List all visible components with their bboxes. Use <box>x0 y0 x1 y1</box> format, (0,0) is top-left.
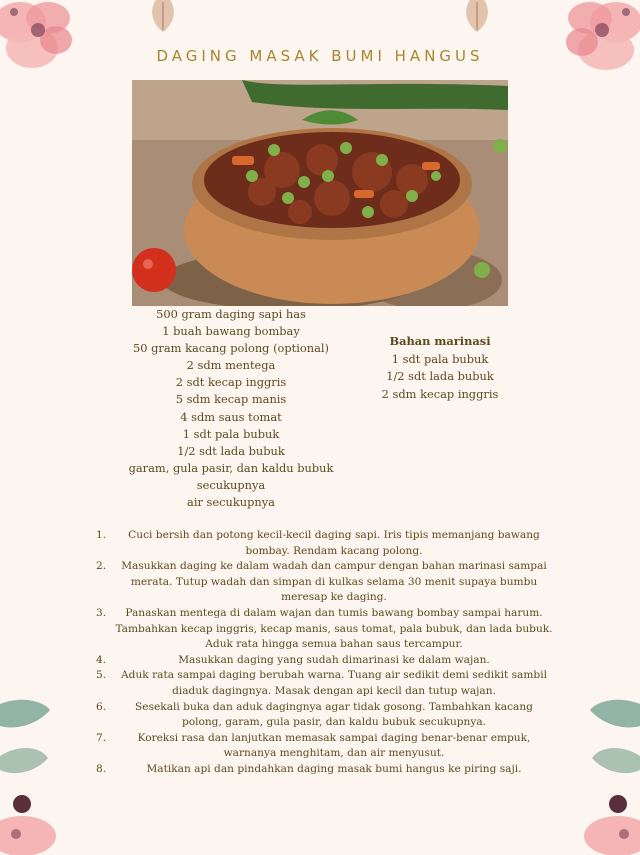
step-text: Masukkan daging ke dalam wadah dan campur dengan bahan marinasi sampai merata. Tutup wadah dan simpan di kulkas selama 30 menit supaya bumbu meresap ke daging. <box>121 560 547 604</box>
step-number: 4. <box>96 653 107 666</box>
step-number: 6. <box>96 700 107 713</box>
marinade-heading: Bahan marinasi <box>389 334 491 348</box>
step-item <box>96 668 554 699</box>
ingredient-item: 1/2 sdt lada bubuk <box>177 443 285 458</box>
step-item <box>96 528 554 559</box>
ingredient-item: 500 gram daging sapi has <box>156 307 306 321</box>
step-number: 3. <box>96 606 107 619</box>
step-text: Matikan api dan pindahkan daging masak bumi hangus ke piring saji. <box>146 762 522 775</box>
step-text: Masukkan daging yang sudah dimarinasi ke dalam wajan. <box>178 653 490 666</box>
green-leaf-flower-icon <box>0 696 56 855</box>
green-leaf-flower-icon <box>584 696 640 855</box>
step-text: Panaskan mentega di dalam wajan dan tumis bawang bombay sampai harum. Tambahkan kecap inggris, kecap manis, saus tomat, pala bubuk, dan lada bubuk. Aduk rata hingga semua bahan saus tercampur. <box>115 606 553 651</box>
ingredient-list <box>120 306 342 511</box>
ingredient-item: 1 buah bawang bombay <box>162 324 300 339</box>
step-number: 7. <box>96 731 107 744</box>
ingredient-item: secukupnya <box>196 477 266 492</box>
beef-peas-stew-photo <box>132 80 508 306</box>
marinade-list <box>360 333 520 403</box>
marinade-item: 1/2 sdt lada bubuk <box>386 369 494 384</box>
marinade-item: 2 sdm kecap inggris <box>381 386 499 401</box>
step-item <box>96 606 554 653</box>
step-text: Sesekali buka dan aduk dagingnya agar tidak gosong. Tambahkan kacang polong, garam, gula pasir, dan kaldu bubuk secukupnya. <box>135 700 533 729</box>
step-number: 1. <box>96 529 107 541</box>
page-title: DAGING MASAK BUMI HANGUS <box>156 47 484 65</box>
step-item <box>96 559 554 606</box>
step-item <box>96 700 554 731</box>
ingredient-item: 1 sdt pala bubuk <box>182 426 280 441</box>
ingredient-item: air secukupnya <box>187 495 275 510</box>
beige-leaf-icon <box>148 0 178 34</box>
step-text: Cuci bersih dan potong kecil-kecil daging sapi. Iris tipis memanjang bawang bombay. Rendam kacang polong. <box>128 529 540 557</box>
step-number: 2. <box>96 560 107 573</box>
ingredient-item: 4 sdm saus tomat <box>180 409 282 424</box>
ingredient-item: 2 sdt kecap inggris <box>175 375 287 390</box>
step-number: 5. <box>96 669 107 682</box>
step-item <box>96 731 554 762</box>
ingredient-item: 50 gram kacang polong (optional) <box>133 341 329 356</box>
beige-leaf-icon <box>462 0 492 34</box>
step-item <box>96 653 554 669</box>
pink-flower-icon <box>554 0 640 80</box>
pink-flower-icon <box>0 0 90 80</box>
cooking-steps <box>96 528 554 778</box>
step-text: Aduk rata sampai daging berubah warna. Tuang air sedikit demi sedikit sambil diaduk dagingnya. Masak dengan api kecil dan tutup wajan. <box>121 669 547 697</box>
ingredient-item: garam, gula pasir, dan kaldu bubuk <box>128 460 334 475</box>
step-text: Koreksi rasa dan lanjutkan memasak sampai daging benar-benar empuk, warnanya menghitam, dan air menyusut. <box>137 731 531 760</box>
marinade-item: 1 sdt pala bubuk <box>391 351 489 366</box>
ingredient-item: 5 sdm kecap manis <box>175 392 287 407</box>
step-item <box>96 762 554 778</box>
step-number: 8. <box>96 762 107 775</box>
ingredient-item: 2 sdm mentega <box>186 358 276 373</box>
